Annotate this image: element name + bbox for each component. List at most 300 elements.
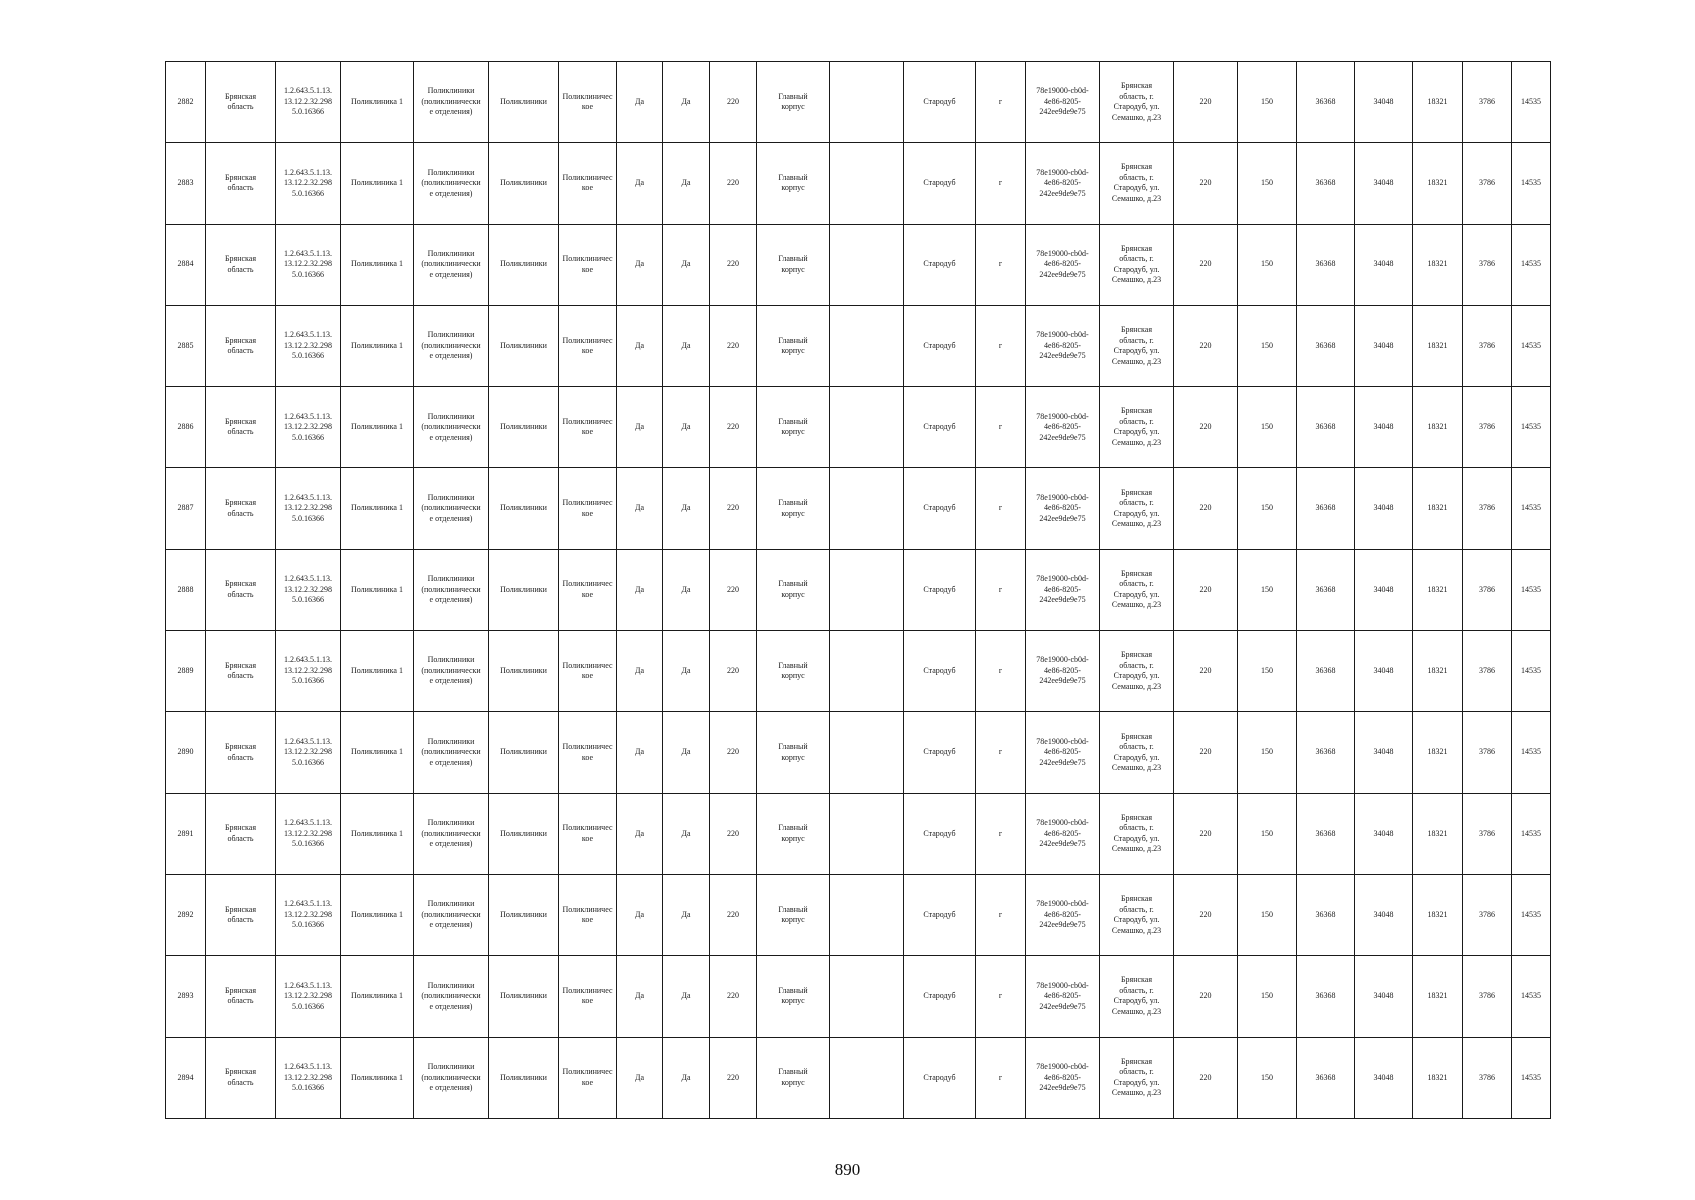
cell-flag-a: Да [617,62,663,143]
row-number-cell: 2893 [166,956,206,1037]
cell-v1: 220 [1174,956,1238,1037]
cell-empty [830,387,904,468]
cell-short-name: Поликлиника 1 [341,712,414,793]
row-number-cell: 2889 [166,631,206,712]
cell-city: Стародуб [904,874,976,955]
cell-v2: 150 [1238,874,1297,955]
cell-capacity: 220 [710,549,757,630]
cell-city: Стародуб [904,793,976,874]
cell-v2: 150 [1238,549,1297,630]
row-number-cell: 2882 [166,62,206,143]
cell-subdivision: Поликлиники (поликлинически е отделения) [414,305,489,386]
table-row [166,387,1551,468]
cell-city: Стародуб [904,62,976,143]
cell-v2: 150 [1238,712,1297,793]
cell-v3: 36368 [1297,631,1355,712]
cell-address: Брянская область, г. Стародуб, ул. Семашко, д.23 [1100,305,1174,386]
cell-fias: 78e19000-cb0d- 4e86-8205- 242ee9de9e75 [1026,793,1100,874]
cell-v5: 18321 [1413,1037,1463,1118]
cell-empty [830,956,904,1037]
cell-locality-type: г [976,224,1026,305]
cell-building: Главный корпус [757,956,830,1037]
cell-v4: 34048 [1355,712,1413,793]
cell-fias: 78e19000-cb0d- 4e86-8205- 242ee9de9e75 [1026,1037,1100,1118]
cell-empty [830,305,904,386]
cell-v5: 18321 [1413,224,1463,305]
cell-type: Поликлиники [489,549,559,630]
cell-address: Брянская область, г. Стародуб, ул. Семашко, д.23 [1100,631,1174,712]
cell-v4: 34048 [1355,874,1413,955]
cell-empty [830,549,904,630]
cell-address: Брянская область, г. Стародуб, ул. Семашко, д.23 [1100,793,1174,874]
cell-locality-type: г [976,62,1026,143]
cell-building: Главный корпус [757,305,830,386]
cell-building: Главный корпус [757,1037,830,1118]
table-row [166,468,1551,549]
cell-v2: 150 [1238,793,1297,874]
cell-address: Брянская область, г. Стародуб, ул. Семашко, д.23 [1100,62,1174,143]
cell-capacity: 220 [710,631,757,712]
cell-subdivision: Поликлиники (поликлинически е отделения) [414,468,489,549]
table-row [166,712,1551,793]
table-row [166,62,1551,143]
cell-city: Стародуб [904,143,976,224]
cell-empty [830,143,904,224]
cell-v7: 14535 [1512,956,1551,1037]
cell-building: Главный корпус [757,712,830,793]
cell-type: Поликлиники [489,305,559,386]
cell-region: Брянская область [206,468,276,549]
cell-v1: 220 [1174,793,1238,874]
cell-address: Брянская область, г. Стародуб, ул. Семашко, д.23 [1100,468,1174,549]
cell-fias: 78e19000-cb0d- 4e86-8205- 242ee9de9e75 [1026,631,1100,712]
cell-v6: 3786 [1463,305,1512,386]
cell-fias: 78e19000-cb0d- 4e86-8205- 242ee9de9e75 [1026,387,1100,468]
cell-flag-b: Да [663,793,710,874]
cell-address: Брянская область, г. Стародуб, ул. Семашко, д.23 [1100,549,1174,630]
cell-v3: 36368 [1297,468,1355,549]
cell-capacity: 220 [710,143,757,224]
cell-capacity: 220 [710,956,757,1037]
cell-v1: 220 [1174,387,1238,468]
cell-v4: 34048 [1355,549,1413,630]
cell-profile: Поликлиничес кое [559,305,617,386]
cell-capacity: 220 [710,62,757,143]
cell-v5: 18321 [1413,874,1463,955]
cell-flag-b: Да [663,549,710,630]
cell-v7: 14535 [1512,631,1551,712]
cell-type: Поликлиники [489,468,559,549]
cell-v6: 3786 [1463,224,1512,305]
cell-short-name: Поликлиника 1 [341,143,414,224]
cell-v7: 14535 [1512,143,1551,224]
cell-type: Поликлиники [489,143,559,224]
cell-flag-a: Да [617,305,663,386]
cell-short-name: Поликлиника 1 [341,631,414,712]
cell-short-name: Поликлиника 1 [341,224,414,305]
cell-oid: 1.2.643.5.1.13. 13.12.2.32.298 5.0.16366 [276,631,341,712]
cell-address: Брянская область, г. Стародуб, ул. Семашко, д.23 [1100,143,1174,224]
cell-oid: 1.2.643.5.1.13. 13.12.2.32.298 5.0.16366 [276,712,341,793]
cell-v1: 220 [1174,1037,1238,1118]
cell-city: Стародуб [904,712,976,793]
row-number-cell: 2884 [166,224,206,305]
cell-v7: 14535 [1512,549,1551,630]
cell-v2: 150 [1238,143,1297,224]
cell-v3: 36368 [1297,387,1355,468]
cell-fias: 78e19000-cb0d- 4e86-8205- 242ee9de9e75 [1026,305,1100,386]
cell-fias: 78e19000-cb0d- 4e86-8205- 242ee9de9e75 [1026,468,1100,549]
cell-v6: 3786 [1463,712,1512,793]
cell-v6: 3786 [1463,549,1512,630]
cell-v5: 18321 [1413,143,1463,224]
cell-city: Стародуб [904,224,976,305]
cell-profile: Поликлиничес кое [559,224,617,305]
cell-locality-type: г [976,793,1026,874]
cell-empty [830,631,904,712]
cell-capacity: 220 [710,305,757,386]
row-number-cell: 2890 [166,712,206,793]
cell-v2: 150 [1238,468,1297,549]
cell-type: Поликлиники [489,793,559,874]
cell-v1: 220 [1174,712,1238,793]
cell-profile: Поликлиничес кое [559,549,617,630]
page-number: 890 [834,1160,861,1179]
cell-short-name: Поликлиника 1 [341,62,414,143]
row-number-cell: 2888 [166,549,206,630]
cell-flag-a: Да [617,793,663,874]
cell-v3: 36368 [1297,305,1355,386]
cell-subdivision: Поликлиники (поликлинически е отделения) [414,956,489,1037]
cell-short-name: Поликлиника 1 [341,305,414,386]
table-row [166,631,1551,712]
cell-v3: 36368 [1297,793,1355,874]
cell-profile: Поликлиничес кое [559,712,617,793]
cell-v5: 18321 [1413,387,1463,468]
cell-v7: 14535 [1512,468,1551,549]
cell-type: Поликлиники [489,874,559,955]
table-body [166,62,1551,1119]
cell-oid: 1.2.643.5.1.13. 13.12.2.32.298 5.0.16366 [276,1037,341,1118]
cell-v1: 220 [1174,549,1238,630]
cell-locality-type: г [976,1037,1026,1118]
cell-v4: 34048 [1355,631,1413,712]
cell-type: Поликлиники [489,387,559,468]
cell-v6: 3786 [1463,956,1512,1037]
cell-city: Стародуб [904,468,976,549]
cell-v5: 18321 [1413,712,1463,793]
cell-flag-a: Да [617,224,663,305]
records-table [165,61,1551,1119]
cell-v1: 220 [1174,305,1238,386]
cell-empty [830,62,904,143]
cell-flag-b: Да [663,387,710,468]
cell-building: Главный корпус [757,631,830,712]
cell-v2: 150 [1238,387,1297,468]
cell-v4: 34048 [1355,793,1413,874]
cell-city: Стародуб [904,1037,976,1118]
cell-profile: Поликлиничес кое [559,1037,617,1118]
row-number-cell: 2892 [166,874,206,955]
cell-flag-a: Да [617,956,663,1037]
cell-v2: 150 [1238,62,1297,143]
cell-building: Главный корпус [757,62,830,143]
cell-v1: 220 [1174,631,1238,712]
cell-short-name: Поликлиника 1 [341,387,414,468]
table-row [166,793,1551,874]
cell-flag-a: Да [617,387,663,468]
cell-profile: Поликлиничес кое [559,387,617,468]
cell-oid: 1.2.643.5.1.13. 13.12.2.32.298 5.0.16366 [276,143,341,224]
cell-v7: 14535 [1512,62,1551,143]
cell-fias: 78e19000-cb0d- 4e86-8205- 242ee9de9e75 [1026,712,1100,793]
row-number-cell: 2891 [166,793,206,874]
cell-oid: 1.2.643.5.1.13. 13.12.2.32.298 5.0.16366 [276,62,341,143]
cell-flag-b: Да [663,468,710,549]
cell-fias: 78e19000-cb0d- 4e86-8205- 242ee9de9e75 [1026,143,1100,224]
cell-region: Брянская область [206,631,276,712]
cell-empty [830,712,904,793]
cell-capacity: 220 [710,712,757,793]
cell-v5: 18321 [1413,956,1463,1037]
cell-v4: 34048 [1355,143,1413,224]
cell-short-name: Поликлиника 1 [341,549,414,630]
cell-city: Стародуб [904,549,976,630]
cell-building: Главный корпус [757,793,830,874]
cell-short-name: Поликлиника 1 [341,956,414,1037]
cell-oid: 1.2.643.5.1.13. 13.12.2.32.298 5.0.16366 [276,874,341,955]
cell-v4: 34048 [1355,224,1413,305]
cell-v5: 18321 [1413,62,1463,143]
cell-locality-type: г [976,549,1026,630]
cell-flag-b: Да [663,305,710,386]
cell-v3: 36368 [1297,62,1355,143]
cell-address: Брянская область, г. Стародуб, ул. Семашко, д.23 [1100,712,1174,793]
cell-v4: 34048 [1355,387,1413,468]
cell-region: Брянская область [206,549,276,630]
cell-v2: 150 [1238,305,1297,386]
cell-flag-b: Да [663,712,710,793]
cell-region: Брянская область [206,793,276,874]
cell-v6: 3786 [1463,793,1512,874]
cell-address: Брянская область, г. Стародуб, ул. Семашко, д.23 [1100,1037,1174,1118]
cell-v2: 150 [1238,631,1297,712]
cell-v5: 18321 [1413,631,1463,712]
cell-fias: 78e19000-cb0d- 4e86-8205- 242ee9de9e75 [1026,549,1100,630]
cell-v3: 36368 [1297,712,1355,793]
cell-region: Брянская область [206,305,276,386]
cell-v7: 14535 [1512,874,1551,955]
cell-locality-type: г [976,305,1026,386]
cell-building: Главный корпус [757,224,830,305]
cell-fias: 78e19000-cb0d- 4e86-8205- 242ee9de9e75 [1026,62,1100,143]
cell-v6: 3786 [1463,631,1512,712]
cell-v7: 14535 [1512,224,1551,305]
cell-subdivision: Поликлиники (поликлинически е отделения) [414,387,489,468]
cell-v6: 3786 [1463,874,1512,955]
cell-region: Брянская область [206,62,276,143]
cell-v2: 150 [1238,224,1297,305]
cell-type: Поликлиники [489,1037,559,1118]
row-number-cell: 2885 [166,305,206,386]
cell-locality-type: г [976,468,1026,549]
cell-fias: 78e19000-cb0d- 4e86-8205- 242ee9de9e75 [1026,874,1100,955]
cell-capacity: 220 [710,387,757,468]
cell-short-name: Поликлиника 1 [341,1037,414,1118]
cell-profile: Поликлиничес кое [559,143,617,224]
cell-subdivision: Поликлиники (поликлинически е отделения) [414,1037,489,1118]
cell-type: Поликлиники [489,956,559,1037]
cell-v1: 220 [1174,468,1238,549]
cell-region: Брянская область [206,956,276,1037]
cell-v3: 36368 [1297,224,1355,305]
cell-v3: 36368 [1297,956,1355,1037]
cell-v6: 3786 [1463,62,1512,143]
cell-v5: 18321 [1413,305,1463,386]
cell-flag-a: Да [617,631,663,712]
cell-locality-type: г [976,956,1026,1037]
cell-v6: 3786 [1463,143,1512,224]
cell-type: Поликлиники [489,62,559,143]
cell-address: Брянская область, г. Стародуб, ул. Семашко, д.23 [1100,387,1174,468]
cell-v7: 14535 [1512,305,1551,386]
cell-subdivision: Поликлиники (поликлинически е отделения) [414,62,489,143]
cell-city: Стародуб [904,956,976,1037]
table-row [166,143,1551,224]
cell-oid: 1.2.643.5.1.13. 13.12.2.32.298 5.0.16366 [276,224,341,305]
cell-short-name: Поликлиника 1 [341,468,414,549]
cell-empty [830,793,904,874]
cell-capacity: 220 [710,1037,757,1118]
cell-v5: 18321 [1413,468,1463,549]
cell-oid: 1.2.643.5.1.13. 13.12.2.32.298 5.0.16366 [276,793,341,874]
cell-oid: 1.2.643.5.1.13. 13.12.2.32.298 5.0.16366 [276,387,341,468]
cell-empty [830,874,904,955]
cell-profile: Поликлиничес кое [559,956,617,1037]
cell-v7: 14535 [1512,793,1551,874]
row-number-cell: 2883 [166,143,206,224]
cell-subdivision: Поликлиники (поликлинически е отделения) [414,631,489,712]
cell-region: Брянская область [206,224,276,305]
table-row [166,224,1551,305]
cell-locality-type: г [976,387,1026,468]
cell-v6: 3786 [1463,387,1512,468]
cell-subdivision: Поликлиники (поликлинически е отделения) [414,549,489,630]
cell-subdivision: Поликлиники (поликлинически е отделения) [414,793,489,874]
cell-city: Стародуб [904,631,976,712]
table-row [166,549,1551,630]
cell-v5: 18321 [1413,549,1463,630]
cell-region: Брянская область [206,1037,276,1118]
row-number-cell: 2887 [166,468,206,549]
cell-flag-b: Да [663,62,710,143]
cell-v2: 150 [1238,1037,1297,1118]
cell-flag-a: Да [617,1037,663,1118]
cell-subdivision: Поликлиники (поликлинически е отделения) [414,143,489,224]
cell-locality-type: г [976,143,1026,224]
table-row [166,874,1551,955]
cell-flag-b: Да [663,874,710,955]
cell-address: Брянская область, г. Стародуб, ул. Семашко, д.23 [1100,224,1174,305]
cell-flag-a: Да [617,712,663,793]
cell-capacity: 220 [710,793,757,874]
cell-oid: 1.2.643.5.1.13. 13.12.2.32.298 5.0.16366 [276,305,341,386]
cell-building: Главный корпус [757,549,830,630]
cell-empty [830,224,904,305]
cell-v4: 34048 [1355,468,1413,549]
cell-type: Поликлиники [489,712,559,793]
cell-address: Брянская область, г. Стародуб, ул. Семашко, д.23 [1100,956,1174,1037]
cell-v1: 220 [1174,143,1238,224]
cell-v3: 36368 [1297,1037,1355,1118]
row-number-cell: 2886 [166,387,206,468]
cell-flag-a: Да [617,468,663,549]
table-row [166,1037,1551,1118]
cell-subdivision: Поликлиники (поликлинически е отделения) [414,712,489,793]
cell-v4: 34048 [1355,62,1413,143]
cell-oid: 1.2.643.5.1.13. 13.12.2.32.298 5.0.16366 [276,956,341,1037]
cell-short-name: Поликлиника 1 [341,793,414,874]
cell-fias: 78e19000-cb0d- 4e86-8205- 242ee9de9e75 [1026,224,1100,305]
cell-profile: Поликлиничес кое [559,874,617,955]
cell-empty [830,1037,904,1118]
cell-city: Стародуб [904,387,976,468]
cell-profile: Поликлиничес кое [559,62,617,143]
cell-v3: 36368 [1297,874,1355,955]
row-number-cell: 2894 [166,1037,206,1118]
cell-v6: 3786 [1463,1037,1512,1118]
cell-building: Главный корпус [757,468,830,549]
cell-flag-a: Да [617,874,663,955]
cell-v6: 3786 [1463,468,1512,549]
cell-locality-type: г [976,631,1026,712]
cell-capacity: 220 [710,874,757,955]
cell-v1: 220 [1174,874,1238,955]
cell-capacity: 220 [710,224,757,305]
cell-empty [830,468,904,549]
cell-subdivision: Поликлиники (поликлинически е отделения) [414,874,489,955]
cell-subdivision: Поликлиники (поликлинически е отделения) [414,224,489,305]
cell-v1: 220 [1174,224,1238,305]
cell-v3: 36368 [1297,549,1355,630]
cell-v4: 34048 [1355,305,1413,386]
cell-v5: 18321 [1413,793,1463,874]
cell-flag-b: Да [663,631,710,712]
cell-flag-a: Да [617,549,663,630]
cell-v2: 150 [1238,956,1297,1037]
cell-building: Главный корпус [757,143,830,224]
cell-flag-a: Да [617,143,663,224]
cell-flag-b: Да [663,956,710,1037]
cell-v3: 36368 [1297,143,1355,224]
cell-type: Поликлиники [489,631,559,712]
table-row [166,956,1551,1037]
cell-region: Брянская область [206,712,276,793]
cell-locality-type: г [976,712,1026,793]
cell-v1: 220 [1174,62,1238,143]
cell-type: Поликлиники [489,224,559,305]
cell-v7: 14535 [1512,1037,1551,1118]
cell-oid: 1.2.643.5.1.13. 13.12.2.32.298 5.0.16366 [276,468,341,549]
cell-flag-b: Да [663,1037,710,1118]
cell-v7: 14535 [1512,387,1551,468]
cell-region: Брянская область [206,874,276,955]
cell-flag-b: Да [663,143,710,224]
cell-region: Брянская область [206,387,276,468]
cell-fias: 78e19000-cb0d- 4e86-8205- 242ee9de9e75 [1026,956,1100,1037]
cell-city: Стародуб [904,305,976,386]
cell-building: Главный корпус [757,874,830,955]
